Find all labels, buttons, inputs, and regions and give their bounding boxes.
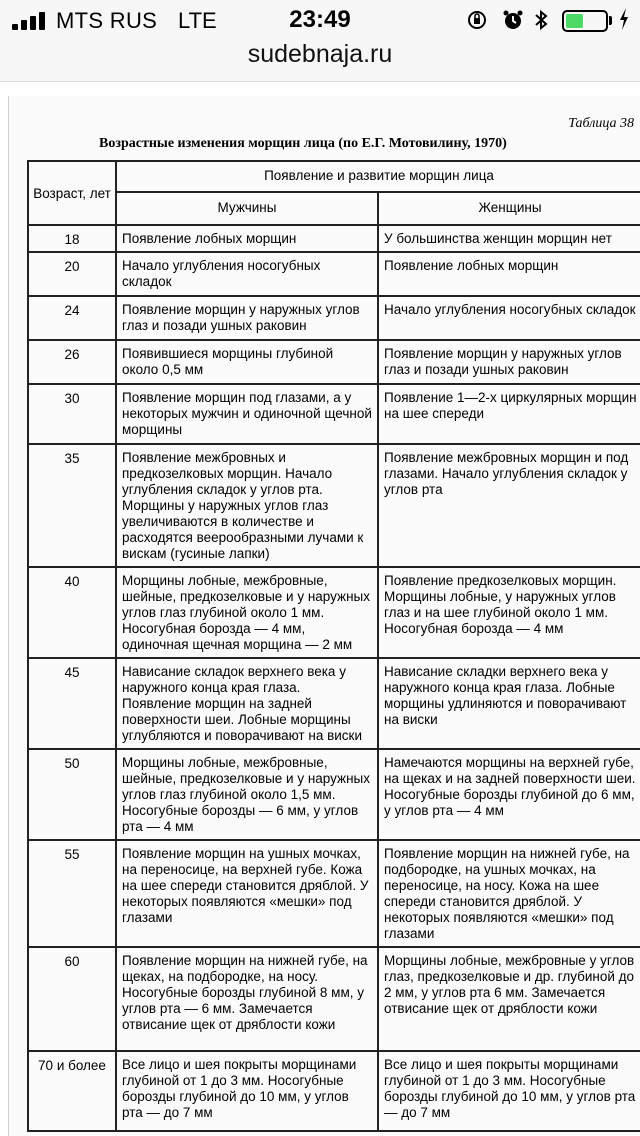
women-cell: Появление предкозелковых морщин. Морщины лобные, у наружных углов глаз и на шее глубиной около 1 мм. Носогубная борозда — 4 мм [378,567,640,658]
men-cell: Нависание складок верхнего века у наружного конца края глаза. Появление морщин на задней поверхности шеи. Лобные морщины углубляются и поворачивают на виски [116,658,378,749]
battery-tip [609,16,612,25]
age-cell: 20 [28,252,116,296]
table-caption: Таблица 38 [568,116,634,131]
men-cell: Появление морщин у наружных углов глаз и позади ушных раковин [116,296,378,340]
age-cell: 70 и более [28,1051,116,1131]
carrier-name: MTS RUS [56,8,158,33]
men-cell: Начало углубления носогубных складок [116,252,378,296]
url-bar[interactable]: sudebnaja.ru [247,40,393,68]
men-cell: Появление межбровных и предкозелковых морщин. Начало углубления складок у углов рта. Морщины у наружных углов глаз увеличиваются в количестве и расходятся веерообразными лучами к вискам (гусиные лапки) [116,444,378,567]
women-cell: У большинства женщин морщин нет [378,225,640,252]
age-cell: 30 [28,384,116,444]
header-women: Женщины [378,192,640,225]
men-cell: Появление морщин на ушных мочках, на переносице, на верхней губе. Кожа на шее спереди становится дряблой. У некоторых появляются «мешки» под глазами [116,840,378,947]
men-cell: Все лицо и шея покрыты морщинами глубиной от 1 до 3 мм. Носогубные борозды глубиной до 10 мм, у углов рта — до 7 мм [116,1051,378,1131]
table-row [28,749,640,840]
header-age: Возраст, лет [28,161,116,225]
browser-chrome [0,0,640,82]
table-row [28,567,640,658]
women-cell: Все лицо и шея покрыты морщинами глубиной от 1 до 3 мм. Носогубные борозды глубиной до 10 мм, у углов рта — до 7 мм [378,1051,640,1131]
table-row [28,384,640,444]
table-row [28,296,640,340]
men-cell: Появление морщин под глазами, а у некоторых мужчин и одиночной щечной морщины [116,384,378,444]
women-cell: Появление морщин у наружных углов глаз и позади ушных раковин [378,340,640,384]
table-row [28,225,640,252]
wrinkles-table [27,160,640,1132]
table-row [28,444,640,567]
women-cell: Намечаются морщины на верхней губе, на щеках и на задней поверхности шеи. Носогубные борозды глубиной до 6 мм, у углов рта — 4 мм [378,749,640,840]
age-cell: 45 [28,658,116,749]
women-cell: Появление 1—2-х циркулярных морщин на шее спереди [378,384,640,444]
table-title: Возрастные изменения морщин лица (по Е.Г. Мотовилину, 1970) [99,136,507,151]
charging-icon [618,7,630,37]
bluetooth-icon [534,9,548,36]
table-row [28,1051,640,1131]
age-cell: 40 [28,567,116,658]
alarm-icon [502,9,524,36]
table-row [28,340,640,384]
network-type: LTE [178,8,217,33]
table-row [28,658,640,749]
document-page [8,96,640,1136]
status-bar [0,0,640,40]
women-cell: Морщины лобные, межбровные у углов глаз, предкозелковые и др. глубиной до 2 мм, у углов рта 6 мм. Замечается отвисание щек от дряблости кожи [378,947,640,1051]
age-cell: 26 [28,340,116,384]
women-cell: Появление межбровных морщин и под глазами. Начало углубления складок у углов рта [378,444,640,567]
men-cell: Появление морщин на нижней губе, на щеках, на подбородке, на носу. Носогубные борозды глубиной 8 мм, у углов рта — 6 мм. Замечается отвисание щек от дряблости кожи [116,947,378,1051]
battery-icon [562,10,608,32]
status-time: 23:49 [289,6,351,33]
age-cell: 18 [28,225,116,252]
men-cell: Морщины лобные, межбровные, шейные, предкозелковые и у наружных углов глаз глубиной около 1,5 мм. Носогубные борозды — 6 мм, у углов рта — 4 мм [116,749,378,840]
women-cell: Нависание складки верхнего века у наружного конца края глаза. Лобные морщины удлиняются и поворачивают на виски [378,658,640,749]
table-row [28,840,640,947]
age-cell: 24 [28,296,116,340]
men-cell: Появившиеся морщины глубиной около 0,5 мм [116,340,378,384]
women-cell: Появление морщин на нижней губе, на подбородке, на ушных мочках, на переносице, на носу. Кожа на шее спереди становится дряблой. У некоторых появляются «мешки» под глазами [378,840,640,947]
age-cell: 50 [28,749,116,840]
age-cell: 35 [28,444,116,567]
header-appearance: Появление и развитие морщин лица [116,161,640,192]
men-cell: Морщины лобные, межбровные, шейные, предкозелковые и у наружных углов глаз глубиной около 1 мм. Носогубная борозда — 4 мм, одиночная щечная морщина — 2 мм [116,567,378,658]
women-cell: Начало углубления носогубных складок [378,296,640,340]
table-row [28,252,640,296]
age-cell: 60 [28,947,116,1051]
men-cell: Появление лобных морщин [116,225,378,252]
age-cell: 55 [28,840,116,947]
table-row [28,947,640,1051]
women-cell: Появление лобных морщин [378,252,640,296]
rotation-lock-icon [466,9,488,36]
header-men: Мужчины [116,192,378,225]
